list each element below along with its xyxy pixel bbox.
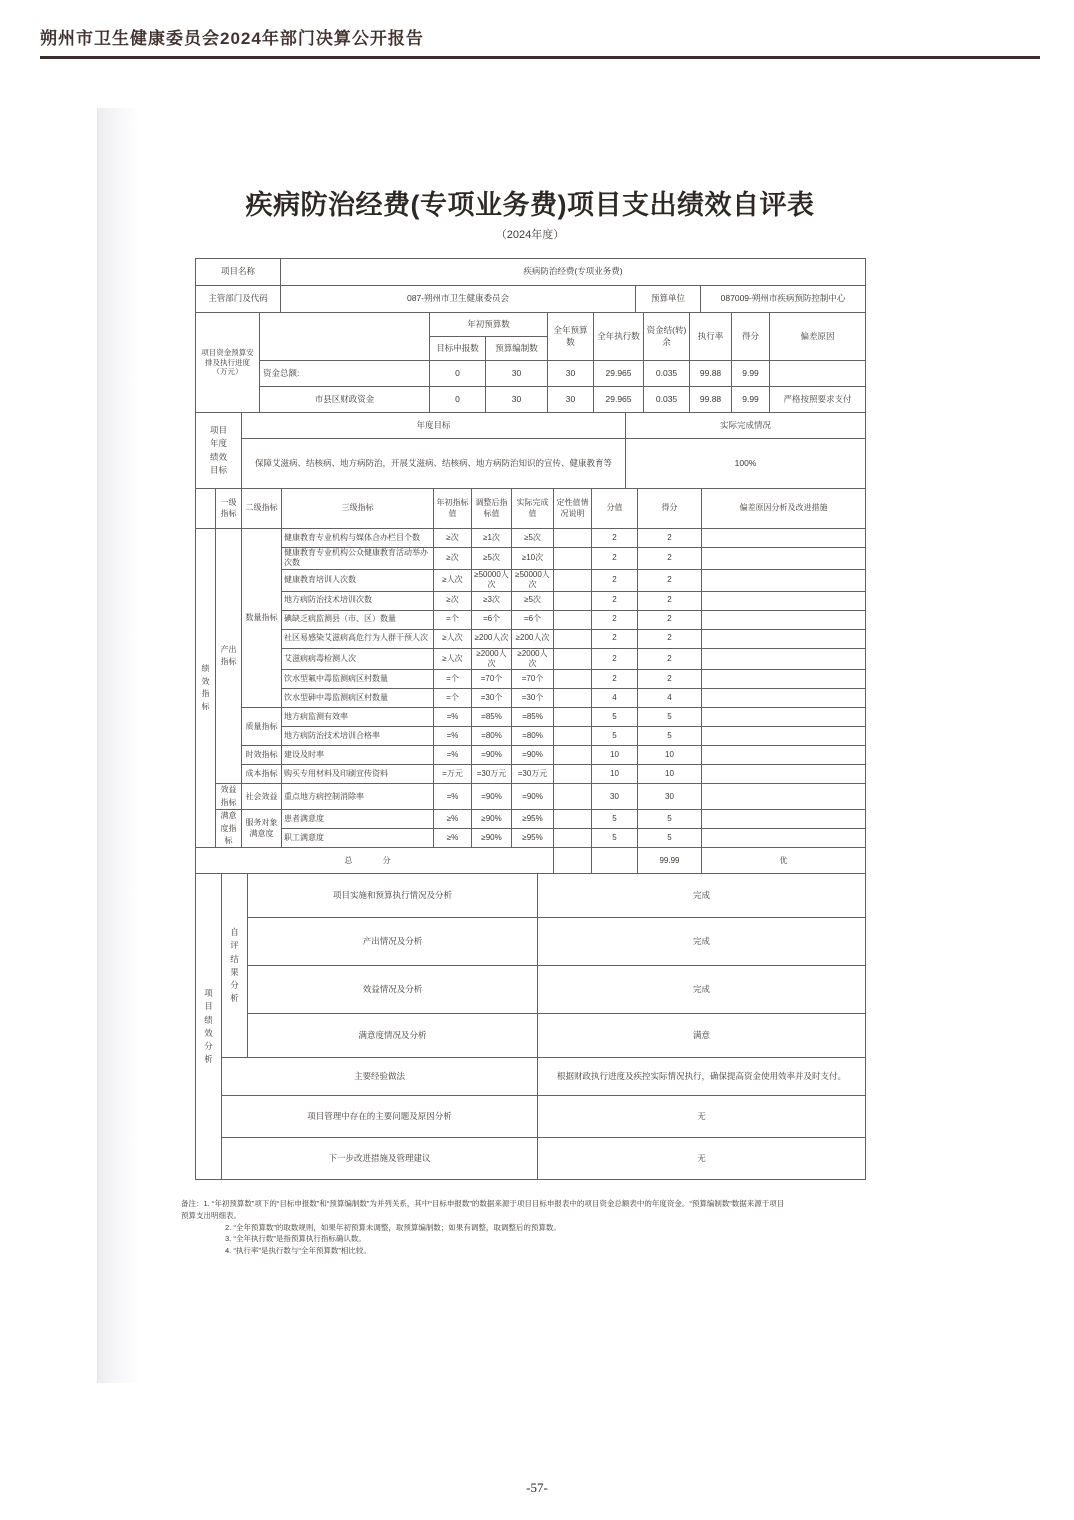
funding-cell: 0 xyxy=(430,361,486,387)
indicator-name: 碘缺乏病监测县（市、区）数量 xyxy=(282,610,434,629)
indicator-name: 健康教育培训人次数 xyxy=(282,569,434,591)
funding-header-initial-budget: 年初预算数 xyxy=(430,313,548,337)
analysis-table xyxy=(195,873,866,1180)
analysis-row xyxy=(196,1138,866,1180)
table-row xyxy=(196,361,866,387)
indicator-cell xyxy=(554,689,592,708)
indicator-cell xyxy=(702,610,866,629)
group-perf xyxy=(196,529,216,848)
indicator-cell: 10 xyxy=(638,746,702,765)
self-evaluation-sheet xyxy=(181,183,865,1256)
indicator-cell: =个 xyxy=(434,610,472,629)
funding-header-budget-prepared: 预算编制数 xyxy=(486,337,548,361)
indicator-row xyxy=(196,529,866,548)
indicator-cell xyxy=(554,727,592,746)
annual-goal-table xyxy=(195,412,866,489)
analysis-row xyxy=(196,918,866,966)
indicator-row xyxy=(196,591,866,610)
indicator-cell: 2 xyxy=(638,569,702,591)
analysis-row xyxy=(196,874,866,918)
funding-cell: 99.88 xyxy=(690,387,732,413)
total-score-row xyxy=(196,848,866,874)
indicator-cell: =90% xyxy=(512,784,554,810)
indicator-cell: 10 xyxy=(592,746,638,765)
indicator-cell: =6个 xyxy=(512,610,554,629)
indicator-cell: =% xyxy=(434,784,472,810)
indicator-cell xyxy=(702,529,866,548)
indicator-cell xyxy=(554,569,592,591)
funding-cell: 严格按照要求支付 xyxy=(770,387,866,413)
group-cost: 成本指标 xyxy=(242,765,282,784)
funding-header-execution-rate: 执行率 xyxy=(690,313,732,361)
indicator-cell: 5 xyxy=(638,810,702,829)
indicator-cell xyxy=(702,569,866,591)
group-output xyxy=(216,529,242,784)
indicator-name: 艾滋病病毒检测人次 xyxy=(282,648,434,670)
indicator-cell: 5 xyxy=(638,727,702,746)
funding-cell: 99.88 xyxy=(690,361,732,387)
indicator-cell: =% xyxy=(434,708,472,727)
indicator-cell: ≥3次 xyxy=(472,591,512,610)
group-perf-text: 绩效指标 xyxy=(201,664,210,711)
indicator-name: 购买专用材料及印刷宣传资料 xyxy=(282,765,434,784)
budget-unit-label: 预算单位 xyxy=(636,286,701,313)
analysis-value: 无 xyxy=(538,1096,866,1138)
analysis-row xyxy=(196,1014,866,1058)
analysis-label: 主要经验做法 xyxy=(222,1058,538,1096)
indicator-cell: =30个 xyxy=(472,689,512,708)
indicator-row xyxy=(196,727,866,746)
indicator-cell: =个 xyxy=(434,670,472,689)
funding-header-annual-executed: 全年执行数 xyxy=(594,313,644,361)
funding-cell: 9.99 xyxy=(732,387,770,413)
indicator-cell: ≥% xyxy=(434,829,472,848)
indicator-cell: ≥5次 xyxy=(472,548,512,570)
document-subtitle: （2024年度） xyxy=(495,229,565,241)
analysis-value: 完成 xyxy=(538,874,866,918)
indicator-cell: =30万元 xyxy=(472,765,512,784)
indicator-cell xyxy=(702,829,866,848)
table-row xyxy=(196,439,866,489)
header-level1: 一级指标 xyxy=(216,489,242,529)
indicator-cell: =万元 xyxy=(434,765,472,784)
report-header-title: 朔州市卫生健康委员会2024年部门决算公开报告 xyxy=(40,29,424,48)
funding-header-annual-budget: 全年预算数 xyxy=(548,313,594,361)
indicator-cell: 2 xyxy=(592,529,638,548)
indicator-name: 健康教育专业机构与媒体合办栏目个数 xyxy=(282,529,434,548)
funding-header-target-declared: 目标申报数 xyxy=(430,337,486,361)
indicator-name: 地方病防治技术培训合格率 xyxy=(282,727,434,746)
indicator-cell: 2 xyxy=(638,548,702,570)
footnote-line: 预算支出明细表。 xyxy=(181,1210,241,1220)
indicator-cell: 2 xyxy=(592,591,638,610)
funding-cell xyxy=(770,361,866,387)
indicator-cell xyxy=(702,784,866,810)
indicator-cell xyxy=(702,648,866,670)
header-points: 分值 xyxy=(592,489,638,529)
indicator-cell: =70个 xyxy=(472,670,512,689)
group-service: 服务对象满意度 xyxy=(242,810,282,848)
indicator-cell: =30个 xyxy=(512,689,554,708)
analysis-value: 无 xyxy=(538,1138,866,1180)
indicator-row xyxy=(196,784,866,810)
total-grade: 优 xyxy=(702,848,866,874)
indicator-cell xyxy=(554,629,592,648)
funding-table xyxy=(195,312,866,413)
indicator-cell: ≥2000人次 xyxy=(512,648,554,670)
basic-info-table xyxy=(195,258,866,313)
funding-row-name: 资金总额: xyxy=(260,361,430,387)
group-satisfaction xyxy=(216,810,242,848)
indicator-row xyxy=(196,548,866,570)
indicator-cell: 5 xyxy=(592,829,638,848)
table-row xyxy=(196,259,866,286)
indicators-header-row xyxy=(196,489,866,529)
indicator-cell: ≥人次 xyxy=(434,648,472,670)
indicator-cell: 2 xyxy=(638,629,702,648)
indicator-cell: 2 xyxy=(638,670,702,689)
indicator-row xyxy=(196,569,866,591)
indicator-cell: ≥90% xyxy=(472,829,512,848)
indicator-cell: =85% xyxy=(512,708,554,727)
group-satisfaction-text: 满意度指标 xyxy=(220,811,237,845)
dept-label: 主管部门及代码 xyxy=(196,286,281,313)
footnote-line: 备注：1. “年初预算数”项下的“目标申报数”和“预算编制数”为并列关系，其中“目标申报数”的数据来源于项目目标申报表中的项目资金总额表中的年度资金。“预算编制数”数据来源于项目 xyxy=(181,1199,785,1209)
indicator-cell: 2 xyxy=(592,610,638,629)
indicator-cell: 2 xyxy=(638,610,702,629)
indicator-cell: ≥5次 xyxy=(512,529,554,548)
scan-edge-shadow xyxy=(97,108,140,1383)
indicator-row xyxy=(196,765,866,784)
indicator-cell: 5 xyxy=(638,829,702,848)
indicators-table xyxy=(195,488,866,874)
header-deviation: 偏差原因分析及改进措施 xyxy=(702,489,866,529)
indicator-cell xyxy=(702,548,866,570)
analysis-label: 效益情况及分析 xyxy=(248,966,538,1014)
footnotes xyxy=(181,1198,891,1256)
indicator-cell: 10 xyxy=(638,765,702,784)
table-row xyxy=(196,413,866,439)
funding-row-name: 市县区财政资金 xyxy=(260,387,430,413)
indicator-name: 社区易感染艾滋病高危行为人群干预人次 xyxy=(282,629,434,648)
analysis-row xyxy=(196,966,866,1014)
analysis-label: 产出情况及分析 xyxy=(248,918,538,966)
indicator-cell xyxy=(554,829,592,848)
indicator-cell xyxy=(702,591,866,610)
indicator-name: 职工满意度 xyxy=(282,829,434,848)
indicator-row xyxy=(196,610,866,629)
indicator-cell: ≥200人次 xyxy=(472,629,512,648)
indicator-cell xyxy=(554,529,592,548)
indicator-cell: =30万元 xyxy=(512,765,554,784)
indicator-cell: 2 xyxy=(592,648,638,670)
indicator-cell xyxy=(702,810,866,829)
indicator-cell: ≥次 xyxy=(434,591,472,610)
indicators-corner-cell xyxy=(196,489,216,529)
group-benefit xyxy=(216,784,242,810)
indicator-cell: 4 xyxy=(592,689,638,708)
indicator-cell: 10 xyxy=(592,765,638,784)
annual-goal-section-label-text: 项目年度绩效目标 xyxy=(209,425,227,475)
funding-section-label: 项目资金预算安排及执行进度（万元） xyxy=(196,313,260,413)
indicator-cell xyxy=(554,670,592,689)
indicator-cell: ≥95% xyxy=(512,829,554,848)
indicator-cell xyxy=(554,784,592,810)
funding-cell: 0.035 xyxy=(644,361,690,387)
annual-goal-section-label xyxy=(196,413,242,489)
indicator-cell: ≥50000人次 xyxy=(472,569,512,591)
header-divider-line xyxy=(40,56,1040,59)
project-name-value: 疾病防治经费(专项业务费) xyxy=(281,259,866,286)
indicator-cell: =90% xyxy=(472,746,512,765)
analysis-value: 根据财政执行进度及疾控实际情况执行，确保提高资金使用效率并及时支付。 xyxy=(538,1058,866,1096)
analysis-value: 满意 xyxy=(538,1014,866,1058)
indicator-cell: =90% xyxy=(512,746,554,765)
indicator-name: 饮水型砷中毒监测病区村数量 xyxy=(282,689,434,708)
group-social: 社会效益 xyxy=(242,784,282,810)
analysis-label: 下一步改进措施及管理建议 xyxy=(222,1138,538,1180)
table-row xyxy=(196,313,866,337)
analysis-row xyxy=(196,1096,866,1138)
indicator-row xyxy=(196,746,866,765)
group-timeliness: 时效指标 xyxy=(242,746,282,765)
analysis-section-label-text: 项目绩效分析 xyxy=(204,988,213,1065)
page-number: -57- xyxy=(526,1480,548,1495)
indicator-cell: 30 xyxy=(638,784,702,810)
header-level2: 二级指标 xyxy=(242,489,282,529)
total-score-value: 99.99 xyxy=(638,848,702,874)
document-title: 疾病防治经费(专项业务费)项目支出绩效自评表 xyxy=(245,190,815,220)
funding-cell: 30 xyxy=(486,361,548,387)
funding-cell: 0.035 xyxy=(644,387,690,413)
indicator-cell: =% xyxy=(434,727,472,746)
indicator-cell xyxy=(554,610,592,629)
indicator-cell: 2 xyxy=(592,569,638,591)
indicator-name: 地方病防治技术培训次数 xyxy=(282,591,434,610)
total-blank-cell xyxy=(592,848,638,874)
annual-goal-text: 保障艾滋病、结核病、地方病防治，开展艾滋病、结核病、地方病防治知识的宣传、健康教育等 xyxy=(242,439,626,489)
indicator-cell: ≥50000人次 xyxy=(512,569,554,591)
indicator-cell: 30 xyxy=(592,784,638,810)
indicator-name: 健康教育专业机构公众健康教育活动举办次数 xyxy=(282,548,434,570)
indicator-cell xyxy=(554,765,592,784)
indicator-cell xyxy=(554,746,592,765)
indicator-row xyxy=(196,829,866,848)
analysis-section-label xyxy=(196,874,222,1180)
indicator-row xyxy=(196,648,866,670)
indicator-cell xyxy=(702,670,866,689)
indicator-cell: ≥次 xyxy=(434,529,472,548)
self-eval-label xyxy=(222,874,248,1058)
actual-completion-value: 100% xyxy=(626,439,866,489)
indicator-cell: =80% xyxy=(512,727,554,746)
indicator-cell: 2 xyxy=(592,548,638,570)
indicator-cell: =个 xyxy=(434,689,472,708)
header-initial: 年初指标值 xyxy=(434,489,472,529)
indicator-cell: ≥90% xyxy=(472,810,512,829)
indicator-name: 地方病监测有效率 xyxy=(282,708,434,727)
indicator-cell: ≥人次 xyxy=(434,569,472,591)
indicator-cell: 2 xyxy=(592,629,638,648)
indicator-cell xyxy=(554,708,592,727)
funding-header-score: 得分 xyxy=(732,313,770,361)
indicator-cell: ≥10次 xyxy=(512,548,554,570)
indicator-cell: 5 xyxy=(638,708,702,727)
indicator-cell xyxy=(702,727,866,746)
indicator-row xyxy=(196,810,866,829)
footnote-line: 2. “全年预算数”的取数规则，如果年初预算未调整，取预算编制数；如果有调整，取调整后的预算数。 xyxy=(225,1222,561,1232)
footnote-line: 4. “执行率”是执行数与“全年预算数”相比较。 xyxy=(225,1245,371,1255)
indicator-cell: ≥200人次 xyxy=(512,629,554,648)
table-row xyxy=(196,286,866,313)
funding-cell: 9.99 xyxy=(732,361,770,387)
self-eval-label-text: 自评结果分析 xyxy=(230,927,239,1004)
indicator-cell xyxy=(702,746,866,765)
indicator-cell: 2 xyxy=(638,648,702,670)
indicator-cell xyxy=(702,689,866,708)
funding-cell: 29.965 xyxy=(594,361,644,387)
indicator-name: 患者满意度 xyxy=(282,810,434,829)
indicator-cell xyxy=(554,810,592,829)
indicator-cell: ≥2000人次 xyxy=(472,648,512,670)
total-score-label: 总 分 xyxy=(196,848,554,874)
indicator-cell: =% xyxy=(434,746,472,765)
indicator-cell: ≥5次 xyxy=(512,591,554,610)
indicator-row xyxy=(196,629,866,648)
analysis-value: 完成 xyxy=(538,918,866,966)
total-blank-cell xyxy=(554,848,592,874)
indicator-cell: 5 xyxy=(592,727,638,746)
analysis-label: 项目实施和预算执行情况及分析 xyxy=(248,874,538,918)
funding-cell: 29.965 xyxy=(594,387,644,413)
group-quantity: 数量指标 xyxy=(242,529,282,708)
funding-cell: 30 xyxy=(548,361,594,387)
indicator-cell: ≥95% xyxy=(512,810,554,829)
funding-header-deviation: 偏差原因 xyxy=(770,313,866,361)
indicator-name: 重点地方病控制消除率 xyxy=(282,784,434,810)
annual-goal-header: 年度目标 xyxy=(242,413,626,439)
dept-value: 087-朔州市卫生健康委员会 xyxy=(281,286,636,313)
funding-cell: 0 xyxy=(430,387,486,413)
indicator-cell xyxy=(702,629,866,648)
indicator-cell xyxy=(702,708,866,727)
indicator-cell xyxy=(702,765,866,784)
indicator-cell: ≥1次 xyxy=(472,529,512,548)
indicator-name: 建设及时率 xyxy=(282,746,434,765)
funding-cell: 30 xyxy=(486,387,548,413)
indicator-cell: ≥次 xyxy=(434,548,472,570)
group-output-text: 产出指标 xyxy=(220,644,237,667)
indicator-cell: =90% xyxy=(472,784,512,810)
funding-header-balance: 资金结(转)余 xyxy=(644,313,690,361)
indicator-cell: 5 xyxy=(592,708,638,727)
indicator-cell xyxy=(554,591,592,610)
header-score: 得分 xyxy=(638,489,702,529)
group-benefit-text: 效益指标 xyxy=(220,785,237,807)
footnote-line: 3. “全年执行数”是指预算执行指标确认数。 xyxy=(225,1234,366,1244)
indicator-cell: 2 xyxy=(638,591,702,610)
indicator-row xyxy=(196,689,866,708)
analysis-label: 项目管理中存在的主要问题及原因分析 xyxy=(222,1096,538,1138)
budget-unit-value: 087009-朔州市疾病预防控制中心 xyxy=(701,286,866,313)
indicator-cell: =85% xyxy=(472,708,512,727)
indicator-row xyxy=(196,670,866,689)
indicator-row xyxy=(196,708,866,727)
header-adjusted: 调整后指标值 xyxy=(472,489,512,529)
table-row xyxy=(196,387,866,413)
funding-blank-cell xyxy=(260,313,430,361)
indicator-cell: =6个 xyxy=(472,610,512,629)
indicator-cell: ≥人次 xyxy=(434,629,472,648)
indicator-cell xyxy=(554,548,592,570)
indicator-cell: =80% xyxy=(472,727,512,746)
actual-completion-header: 实际完成情况 xyxy=(626,413,866,439)
funding-cell: 30 xyxy=(548,387,594,413)
analysis-label: 满意度情况及分析 xyxy=(248,1014,538,1058)
group-quality: 质量指标 xyxy=(242,708,282,746)
indicator-cell xyxy=(554,648,592,670)
header-qualitative: 定性值情况说明 xyxy=(554,489,592,529)
header-actual: 实际完成值 xyxy=(512,489,554,529)
indicator-cell: 4 xyxy=(638,689,702,708)
indicator-cell: ≥% xyxy=(434,810,472,829)
indicator-name: 饮水型氟中毒监测病区村数量 xyxy=(282,670,434,689)
header-level3: 三级指标 xyxy=(282,489,434,529)
indicator-cell: 5 xyxy=(592,810,638,829)
indicator-cell: =70个 xyxy=(512,670,554,689)
project-name-label: 项目名称 xyxy=(196,259,281,286)
indicator-cell: 2 xyxy=(638,529,702,548)
indicator-cell: 2 xyxy=(592,670,638,689)
analysis-row xyxy=(196,1058,866,1096)
analysis-value: 完成 xyxy=(538,966,866,1014)
